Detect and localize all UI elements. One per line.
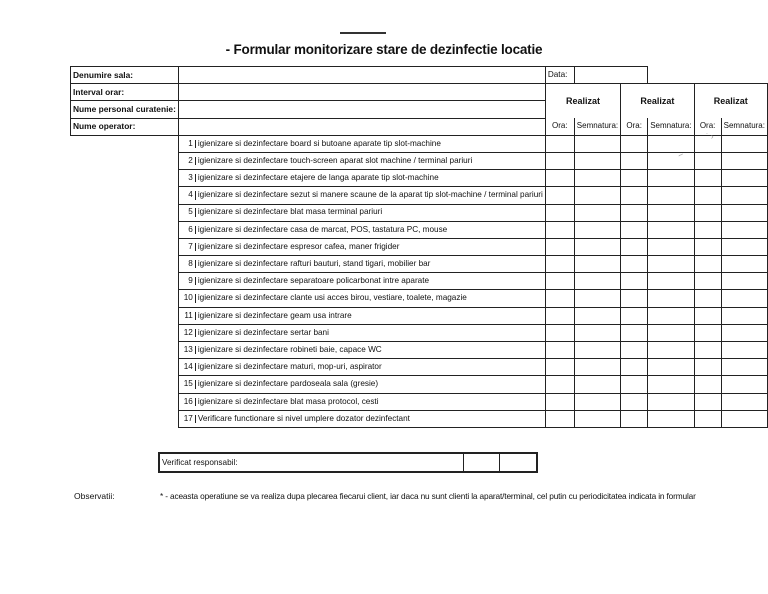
semnatura-cell[interactable] — [574, 256, 620, 273]
top-rule — [340, 32, 386, 34]
ora-cell[interactable] — [621, 324, 648, 341]
ora-cell[interactable] — [621, 238, 648, 255]
semnatura-header: Semnatura: — [648, 118, 694, 135]
semnatura-cell[interactable] — [574, 410, 620, 427]
task-description — [178, 290, 545, 307]
task-description — [178, 273, 545, 290]
semnatura-cell[interactable] — [648, 273, 694, 290]
realizat-header-3: Realizat — [694, 84, 767, 118]
semnatura-cell[interactable] — [721, 393, 767, 410]
realizat-header-1: Realizat — [545, 84, 620, 118]
input-nume-personal[interactable] — [178, 101, 545, 118]
ora-cell[interactable] — [621, 204, 648, 221]
verificat-semnatura-cell[interactable] — [499, 453, 537, 472]
ora-cell[interactable] — [545, 342, 574, 359]
semnatura-header: Semnatura: — [574, 118, 620, 135]
task-text: igienizare si dezinfectare sertar bani — [197, 327, 329, 337]
label-nume-personal: Nume personal curatenie: — [71, 101, 179, 118]
label-data: Data: — [545, 67, 574, 84]
task-text: igienizare si dezinfectare sezut si manere scaune de la aparat tip slot-machine / terminal pariuri — [197, 190, 543, 200]
semnatura-cell[interactable] — [721, 273, 767, 290]
task-number: 5 — [179, 208, 196, 216]
ora-cell[interactable] — [621, 376, 648, 393]
ora-cell[interactable] — [694, 238, 721, 255]
ora-cell[interactable] — [621, 342, 648, 359]
semnatura-cell[interactable] — [721, 135, 767, 152]
task-number: 3 — [179, 174, 196, 182]
ora-cell[interactable] — [545, 290, 574, 307]
ora-cell[interactable] — [621, 187, 648, 204]
task-text: igienizare si dezinfectare geam usa intrare — [197, 310, 352, 320]
ora-cell[interactable] — [694, 256, 721, 273]
task-text: igienizare si dezinfectare separatoare policarbonat intre aparate — [197, 276, 430, 286]
semnatura-header: Semnatura: — [721, 118, 767, 135]
semnatura-cell[interactable] — [648, 410, 694, 427]
task-row — [71, 376, 768, 393]
observatii-label: Observatii: — [74, 491, 115, 501]
ora-cell[interactable] — [545, 273, 574, 290]
task-row — [71, 410, 768, 427]
label-nume-operator: Nume operator: — [71, 118, 179, 135]
semnatura-cell[interactable] — [721, 307, 767, 324]
semnatura-cell[interactable] — [574, 204, 620, 221]
ora-cell[interactable] — [621, 410, 648, 427]
semnatura-cell[interactable] — [648, 152, 694, 169]
ora-cell[interactable] — [694, 204, 721, 221]
semnatura-cell[interactable] — [648, 187, 694, 204]
task-description — [178, 187, 545, 204]
ora-cell[interactable] — [694, 307, 721, 324]
ora-header: Ora: — [545, 118, 574, 135]
semnatura-cell[interactable] — [574, 376, 620, 393]
ora-cell[interactable] — [694, 170, 721, 187]
task-row — [71, 324, 768, 341]
ora-cell[interactable] — [545, 307, 574, 324]
ora-cell[interactable] — [545, 256, 574, 273]
ora-cell[interactable] — [545, 376, 574, 393]
semnatura-cell[interactable] — [648, 307, 694, 324]
task-description — [178, 204, 545, 221]
task-number: 17 — [179, 415, 196, 423]
ora-cell[interactable] — [694, 410, 721, 427]
semnatura-cell[interactable] — [574, 152, 620, 169]
semnatura-cell[interactable] — [648, 170, 694, 187]
task-row — [71, 170, 768, 187]
task-number: 13 — [179, 346, 196, 354]
row-denumire-sala — [71, 67, 768, 84]
ora-cell[interactable] — [694, 376, 721, 393]
semnatura-cell[interactable] — [648, 238, 694, 255]
ora-cell[interactable] — [621, 393, 648, 410]
semnatura-cell[interactable] — [721, 204, 767, 221]
ora-cell[interactable] — [545, 324, 574, 341]
input-data[interactable] — [574, 67, 647, 84]
ora-cell[interactable] — [621, 290, 648, 307]
task-number: 8 — [179, 260, 196, 268]
verification-row — [159, 453, 537, 472]
semnatura-cell[interactable] — [648, 393, 694, 410]
semnatura-cell[interactable] — [574, 307, 620, 324]
ora-cell[interactable] — [694, 324, 721, 341]
ora-cell[interactable] — [621, 170, 648, 187]
ora-cell[interactable] — [694, 221, 721, 238]
task-text: igienizare si dezinfectare casa de marcat, POS, tastatura PC, mouse — [197, 224, 448, 234]
task-text: igienizare si dezinfectare robineti baie, capace WC — [197, 344, 382, 354]
row-nume-operator — [71, 118, 768, 135]
label-denumire-sala: Denumire sala: — [71, 67, 179, 84]
task-row — [71, 342, 768, 359]
task-row — [71, 238, 768, 255]
task-text: Verificare functionare si nivel umplere dozator dezinfectant — [197, 413, 410, 423]
verification-table — [158, 452, 538, 473]
task-description — [178, 170, 545, 187]
ora-cell[interactable] — [694, 273, 721, 290]
task-row — [71, 393, 768, 410]
ora-cell[interactable] — [545, 359, 574, 376]
task-description — [178, 135, 545, 152]
semnatura-cell[interactable] — [574, 187, 620, 204]
label-interval-orar: Interval orar: — [71, 84, 179, 101]
ora-cell[interactable] — [545, 410, 574, 427]
semnatura-cell[interactable] — [574, 290, 620, 307]
task-description — [178, 410, 545, 427]
ora-cell[interactable] — [621, 221, 648, 238]
task-text: igienizare si dezinfectare maturi, mop-uri, aspirator — [197, 362, 382, 372]
task-text: igienizare si dezinfectare espresor cafea, maner frigider — [197, 241, 400, 251]
row-interval-orar — [71, 84, 768, 101]
task-number: 16 — [179, 398, 196, 406]
task-number: 4 — [179, 191, 196, 199]
task-description — [178, 359, 545, 376]
task-row — [71, 221, 768, 238]
ora-cell[interactable] — [621, 135, 648, 152]
task-text: igienizare si dezinfectare touch-screen aparat slot machine / terminal pariuri — [197, 155, 473, 165]
ora-header: Ora: — [621, 118, 648, 135]
input-nume-operator[interactable] — [178, 118, 545, 135]
ora-cell[interactable] — [694, 187, 721, 204]
ora-cell[interactable] — [621, 256, 648, 273]
task-number: 9 — [179, 277, 196, 285]
task-number: 1 — [179, 140, 196, 148]
input-interval-orar[interactable] — [178, 84, 545, 101]
semnatura-cell[interactable] — [648, 221, 694, 238]
ora-cell[interactable] — [621, 307, 648, 324]
ora-cell[interactable] — [621, 152, 648, 169]
task-row — [71, 204, 768, 221]
task-row — [71, 152, 768, 169]
semnatura-cell[interactable] — [648, 204, 694, 221]
task-number: 15 — [179, 380, 196, 388]
task-number: 12 — [179, 329, 196, 337]
ora-cell[interactable] — [694, 393, 721, 410]
task-description — [178, 238, 545, 255]
semnatura-cell[interactable] — [721, 324, 767, 341]
semnatura-cell[interactable] — [574, 221, 620, 238]
ora-cell[interactable] — [545, 135, 574, 152]
task-row — [71, 290, 768, 307]
task-number: 6 — [179, 226, 196, 234]
task-text: igienizare si dezinfectare blat masa protocol, cesti — [197, 396, 379, 406]
label-verificat: Verificat responsabil: — [159, 453, 463, 472]
ora-cell[interactable] — [545, 393, 574, 410]
input-denumire-sala[interactable] — [178, 67, 545, 84]
task-text: igienizare si dezinfectare rafturi bauturi, stand tigari, mobilier bar — [197, 259, 431, 269]
semnatura-cell[interactable] — [648, 376, 694, 393]
semnatura-cell[interactable] — [721, 256, 767, 273]
semnatura-cell[interactable] — [721, 342, 767, 359]
semnatura-cell[interactable] — [721, 152, 767, 169]
semnatura-cell[interactable] — [574, 273, 620, 290]
observatii-note: * - aceasta operatiune se va realiza dupa plecarea fiecarui client, iar daca nu sunt clienti la aparat/terminal, cel putin cu periodicitatea indicata in formular — [160, 491, 696, 501]
task-row — [71, 135, 768, 152]
ora-cell[interactable] — [545, 204, 574, 221]
task-description — [178, 376, 545, 393]
semnatura-cell[interactable] — [574, 359, 620, 376]
task-row — [71, 359, 768, 376]
semnatura-cell[interactable] — [721, 359, 767, 376]
ora-cell[interactable] — [545, 152, 574, 169]
semnatura-cell[interactable] — [721, 221, 767, 238]
task-description — [178, 256, 545, 273]
task-text: igienizare si dezinfectare pardoseala sala (gresie) — [197, 379, 379, 389]
task-description — [178, 152, 545, 169]
task-text: igienizare si dezinfectare clante usi acces birou, vestiare, toalete, magazie — [197, 293, 467, 303]
semnatura-cell[interactable] — [648, 256, 694, 273]
task-description — [178, 221, 545, 238]
task-number: 11 — [179, 312, 196, 320]
task-row — [71, 187, 768, 204]
ora-cell[interactable] — [545, 238, 574, 255]
semnatura-cell[interactable] — [574, 170, 620, 187]
semnatura-cell[interactable] — [721, 410, 767, 427]
task-text: igienizare si dezinfectare board si butoane aparate tip slot-machine — [197, 138, 441, 148]
semnatura-cell[interactable] — [721, 187, 767, 204]
semnatura-cell[interactable] — [648, 290, 694, 307]
semnatura-cell[interactable] — [648, 324, 694, 341]
task-number: 10 — [179, 294, 196, 302]
task-text: igienizare si dezinfectare blat masa terminal pariuri — [197, 207, 383, 217]
ora-cell[interactable] — [545, 221, 574, 238]
ora-cell[interactable] — [621, 359, 648, 376]
semnatura-cell[interactable] — [574, 238, 620, 255]
ora-cell[interactable] — [694, 342, 721, 359]
task-number: 14 — [179, 363, 196, 371]
semnatura-cell[interactable] — [574, 393, 620, 410]
semnatura-cell[interactable] — [721, 290, 767, 307]
semnatura-cell[interactable] — [721, 376, 767, 393]
task-text: igienizare si dezinfectare etajere de langa aparate tip slot-machine — [197, 173, 439, 183]
pen-mark: ˙ › — [706, 132, 714, 141]
task-row — [71, 307, 768, 324]
task-number: 2 — [179, 157, 196, 165]
semnatura-cell[interactable] — [574, 135, 620, 152]
task-row — [71, 273, 768, 290]
task-description — [178, 324, 545, 341]
semnatura-cell[interactable] — [721, 238, 767, 255]
semnatura-cell[interactable] — [721, 170, 767, 187]
ora-cell[interactable] — [694, 290, 721, 307]
ora-cell[interactable] — [694, 359, 721, 376]
realizat-header-2: Realizat — [621, 84, 694, 118]
disinfection-form-table — [70, 66, 768, 428]
semnatura-cell[interactable] — [648, 359, 694, 376]
semnatura-cell[interactable] — [648, 135, 694, 152]
task-number: 7 — [179, 243, 196, 251]
semnatura-cell[interactable] — [648, 342, 694, 359]
ora-cell[interactable] — [621, 273, 648, 290]
task-row — [71, 256, 768, 273]
semnatura-cell[interactable] — [574, 324, 620, 341]
task-description — [178, 342, 545, 359]
ora-cell[interactable] — [545, 187, 574, 204]
ora-cell[interactable] — [545, 170, 574, 187]
task-description — [178, 393, 545, 410]
form-title: - Formular monitorizare stare de dezinfectie locatie — [225, 42, 543, 57]
semnatura-cell[interactable] — [574, 342, 620, 359]
pen-mark: ~ — [675, 149, 686, 161]
ora-header: Ora: — [694, 118, 721, 135]
verificat-ora-cell[interactable] — [463, 453, 499, 472]
ora-cell[interactable] — [694, 152, 721, 169]
task-description — [178, 307, 545, 324]
